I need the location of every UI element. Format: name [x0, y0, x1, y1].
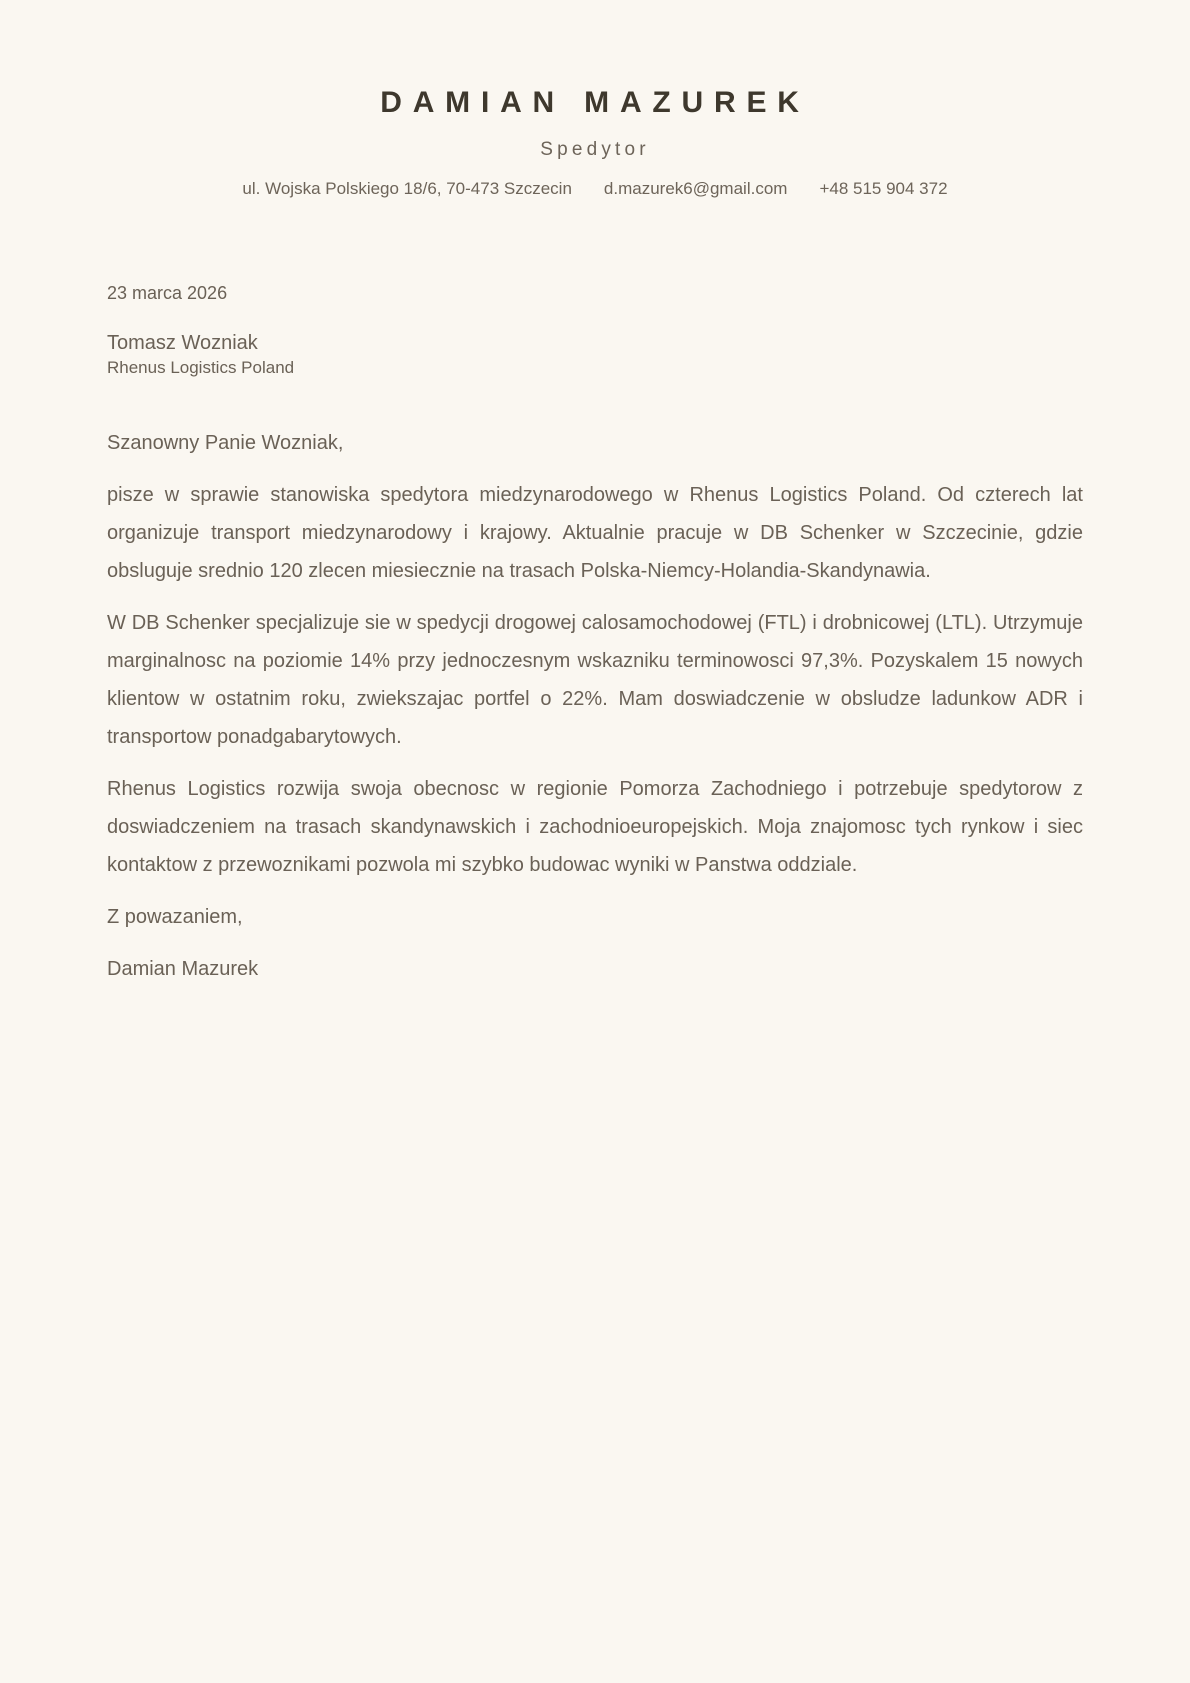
contact-line — [107, 180, 1083, 198]
letter-body — [107, 283, 1083, 988]
contact-address: ul. Wojska Polskiego 18/6, 70-473 Szczecin — [242, 179, 572, 198]
body-paragraph-3: Rhenus Logistics rozwija swoja obecnosc w regionie Pomorza Zachodniego i potrzebuje spedytorow z doswiadczeniem na trasach skandynawskich i zachodnioeuropejskich. Moja znajomosc tych rynkow i siec kontaktow z przewoznikami pozwola mi szybko budowac wyniki w Panstwa oddziale. — [107, 778, 1083, 876]
letter-date: 23 marca 2026 — [107, 283, 228, 303]
applicant-name: DAMIAN MAZUREK — [380, 86, 810, 119]
recipient-company: Rhenus Logistics Poland — [107, 358, 295, 377]
recipient-name: Tomasz Wozniak — [107, 332, 258, 354]
letter-header — [107, 88, 1083, 198]
body-paragraph-1: pisze w sprawie stanowiska spedytora miedzynarodowego w Rhenus Logistics Poland. Od czterech lat organizuje transport miedzynarodowy i krajowy. Aktualnie pracuje w DB Schenker w Szczecinie, gdzie obsluguje srednio 120 zlecen miesiecznie na trasach Polska-Niemcy-Holandia-Skandynawia. — [107, 484, 1083, 582]
body-paragraph-2: W DB Schenker specjalizuje sie w spedycji drogowej calosamochodowej (FTL) i drobnicowej (LTL). Utrzymuje marginalnosc na poziomie 14% przy jednoczesnym wskazniku terminowosci 97,3%. Pozyskalem 15 nowych klientow w ostatnim roku, zwiekszajac portfel o 22%. Mam doswiadczenie w obsludze ladunkow ADR i transportow ponadgabarytowych. — [107, 612, 1083, 748]
contact-phone: +48 515 904 372 — [819, 179, 948, 198]
salutation: Szanowny Panie Wozniak, — [107, 432, 344, 454]
contact-email: d.mazurek6@gmail.com — [603, 179, 788, 198]
letter-text — [107, 424, 1083, 988]
recipient-block — [107, 330, 1083, 380]
applicant-title: Spedytor — [540, 139, 650, 160]
closing: Z powazaniem, — [107, 906, 243, 928]
signature-name: Damian Mazurek — [107, 958, 259, 980]
